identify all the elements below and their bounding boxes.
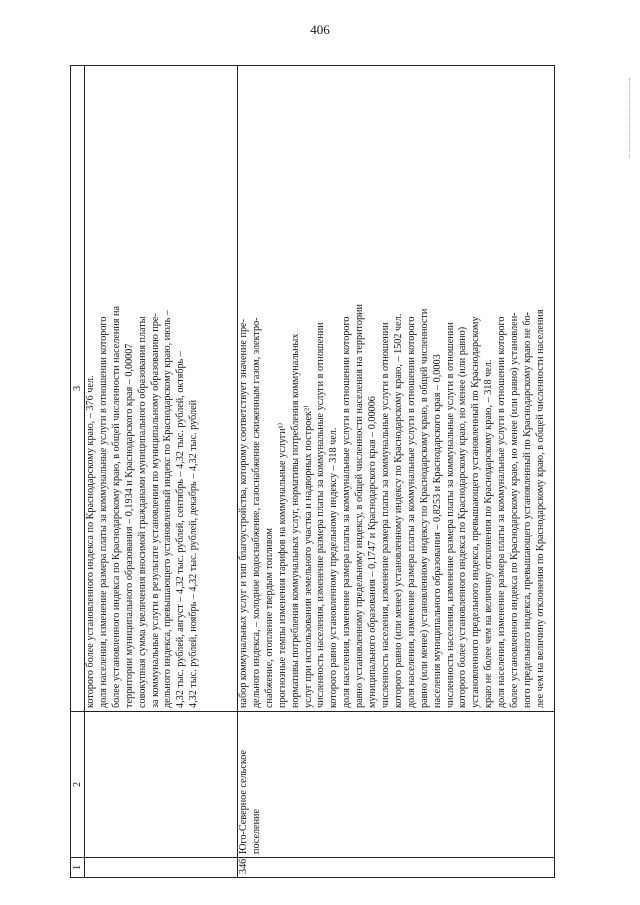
continuation-line: 4,32 тыс. рублей, август – 4,32 тыс. рублей, сентябрь – 4,32 тыс. рублей, октябрь – [175, 351, 187, 708]
entry-text [238, 66, 555, 712]
entry-line: доля населения, изменение размера платы за коммунальные услуги в отношении которого [341, 316, 353, 708]
entry-number: 346 [238, 858, 555, 878]
entry-line: краю не более чем на величину отклонения по Краснодарскому краю, – 318 чел. [483, 359, 495, 708]
entry-line: численность населения, изменение размера платы за коммунальные услуги в отношении [315, 322, 327, 708]
entry-line: которого равно установленному предельному индексу – 318 чел. [328, 427, 340, 708]
entry-line: ного предельного индекса, превышающего установленный по Краснодарскому краю не бо- [521, 311, 533, 708]
continuation-line: за коммунальные услуги в результате установления по муниципальному образованию пре- [149, 313, 161, 708]
entry-line: нормативы потребления коммунальных услуг, нормативы потребления коммунальных [289, 333, 301, 708]
document-table [70, 65, 555, 878]
continuation-line: территории муниципального образования – 0,1934 и Краснодарского края – 0,00007 [123, 343, 135, 708]
table-row [238, 66, 555, 878]
continuation-line: более установленного индекса по Краснодарскому краю, в общей численности населения на [110, 305, 122, 708]
entry-line: численность населения, изменение размера платы за коммунальные услуги в отношении [379, 322, 391, 708]
entry-line: более установленного индекса по Краснодарскому краю, но менее (или равно) установлен- [509, 312, 521, 708]
row-name-cell [85, 712, 238, 858]
entry-line: равно (или менее) установленному индексу по Краснодарскому краю, в общей численности [418, 308, 430, 708]
entry-line: дельного индекса, – холодное водоснабжение, газоснабжение сжиженным газом, электро- [250, 317, 262, 708]
entry-line: которого более установленного индекса по Краснодарскому краю, но менее (или равно) [457, 326, 469, 708]
entry-line: прогнозные темпы изменения тарифов на коммунальные услуги¹⁾ [276, 422, 288, 708]
entry-line: установленного предельного индекса, превышающего установленный по Краснодарскому [470, 316, 482, 708]
entry-name: Юго-Северное сельское поселение [238, 712, 555, 858]
entry-line: численность населения, изменение размера платы за коммунальные услуги в отношении [444, 322, 456, 708]
header-col-1: 1 [71, 858, 85, 878]
entry-line: доля населения, изменение размера платы за коммунальные услуги в отношении которого [405, 316, 417, 708]
entry-line: набор коммунальных услуг и тип благоустройства, которому соответствует значение пре- [238, 319, 249, 708]
header-col-3: 3 [71, 66, 85, 712]
rotated-table-container [70, 66, 556, 878]
continuation-line: совокупная сумма увеличения вносимой гражданами муниципального образования платы [136, 316, 148, 708]
entry-line: услуг при использовании земельного участка и надворных построек²⁾ [302, 405, 314, 708]
header-row [71, 66, 85, 878]
continuation-line: дельного индекса, превышающего установленный индекс по Краснодарскому краю, июль – [162, 310, 174, 708]
entry-line: муниципального образования – 0,1747 и Краснодарского края – 0,00006 [367, 396, 379, 708]
entry-line: населения муниципального образования – 0,8253 и Краснодарского края – 0,0003 [431, 354, 443, 708]
continuation-line: 4,32 тыс. рублей, ноябрь – 4,32 тыс. рублей, декабрь – 4,32 тыс. рублей [188, 399, 200, 708]
entry-line: равно установленному предельному индексу, в общей численности населения на территории [354, 304, 366, 708]
entry-line: которого равно (или менее) установленному индексу по Краснодарскому краю, – 1502 чел. [392, 313, 404, 708]
entry-line: доля населения, изменение размера платы за коммунальные услуги в отношении которого [496, 316, 508, 708]
continuation-line: доля населения, изменение размера платы за коммунальные услуги в отношении которого [97, 316, 109, 708]
entry-line: снабжение, отопление твердым топливом [263, 528, 275, 708]
continuation-row [85, 66, 238, 878]
row-number-cell [85, 858, 238, 878]
scan-artifact [629, 78, 632, 158]
continuation-line: которого более установленного индекса по Краснодарскому краю, – 376 чел. [85, 375, 96, 708]
header-col-2: 2 [71, 712, 85, 858]
continuation-text [85, 66, 238, 712]
entry-line: лее чем на величину отклонения по Краснодарскому краю, в общей численности населения [534, 309, 546, 708]
page-number: 406 [310, 22, 330, 37]
